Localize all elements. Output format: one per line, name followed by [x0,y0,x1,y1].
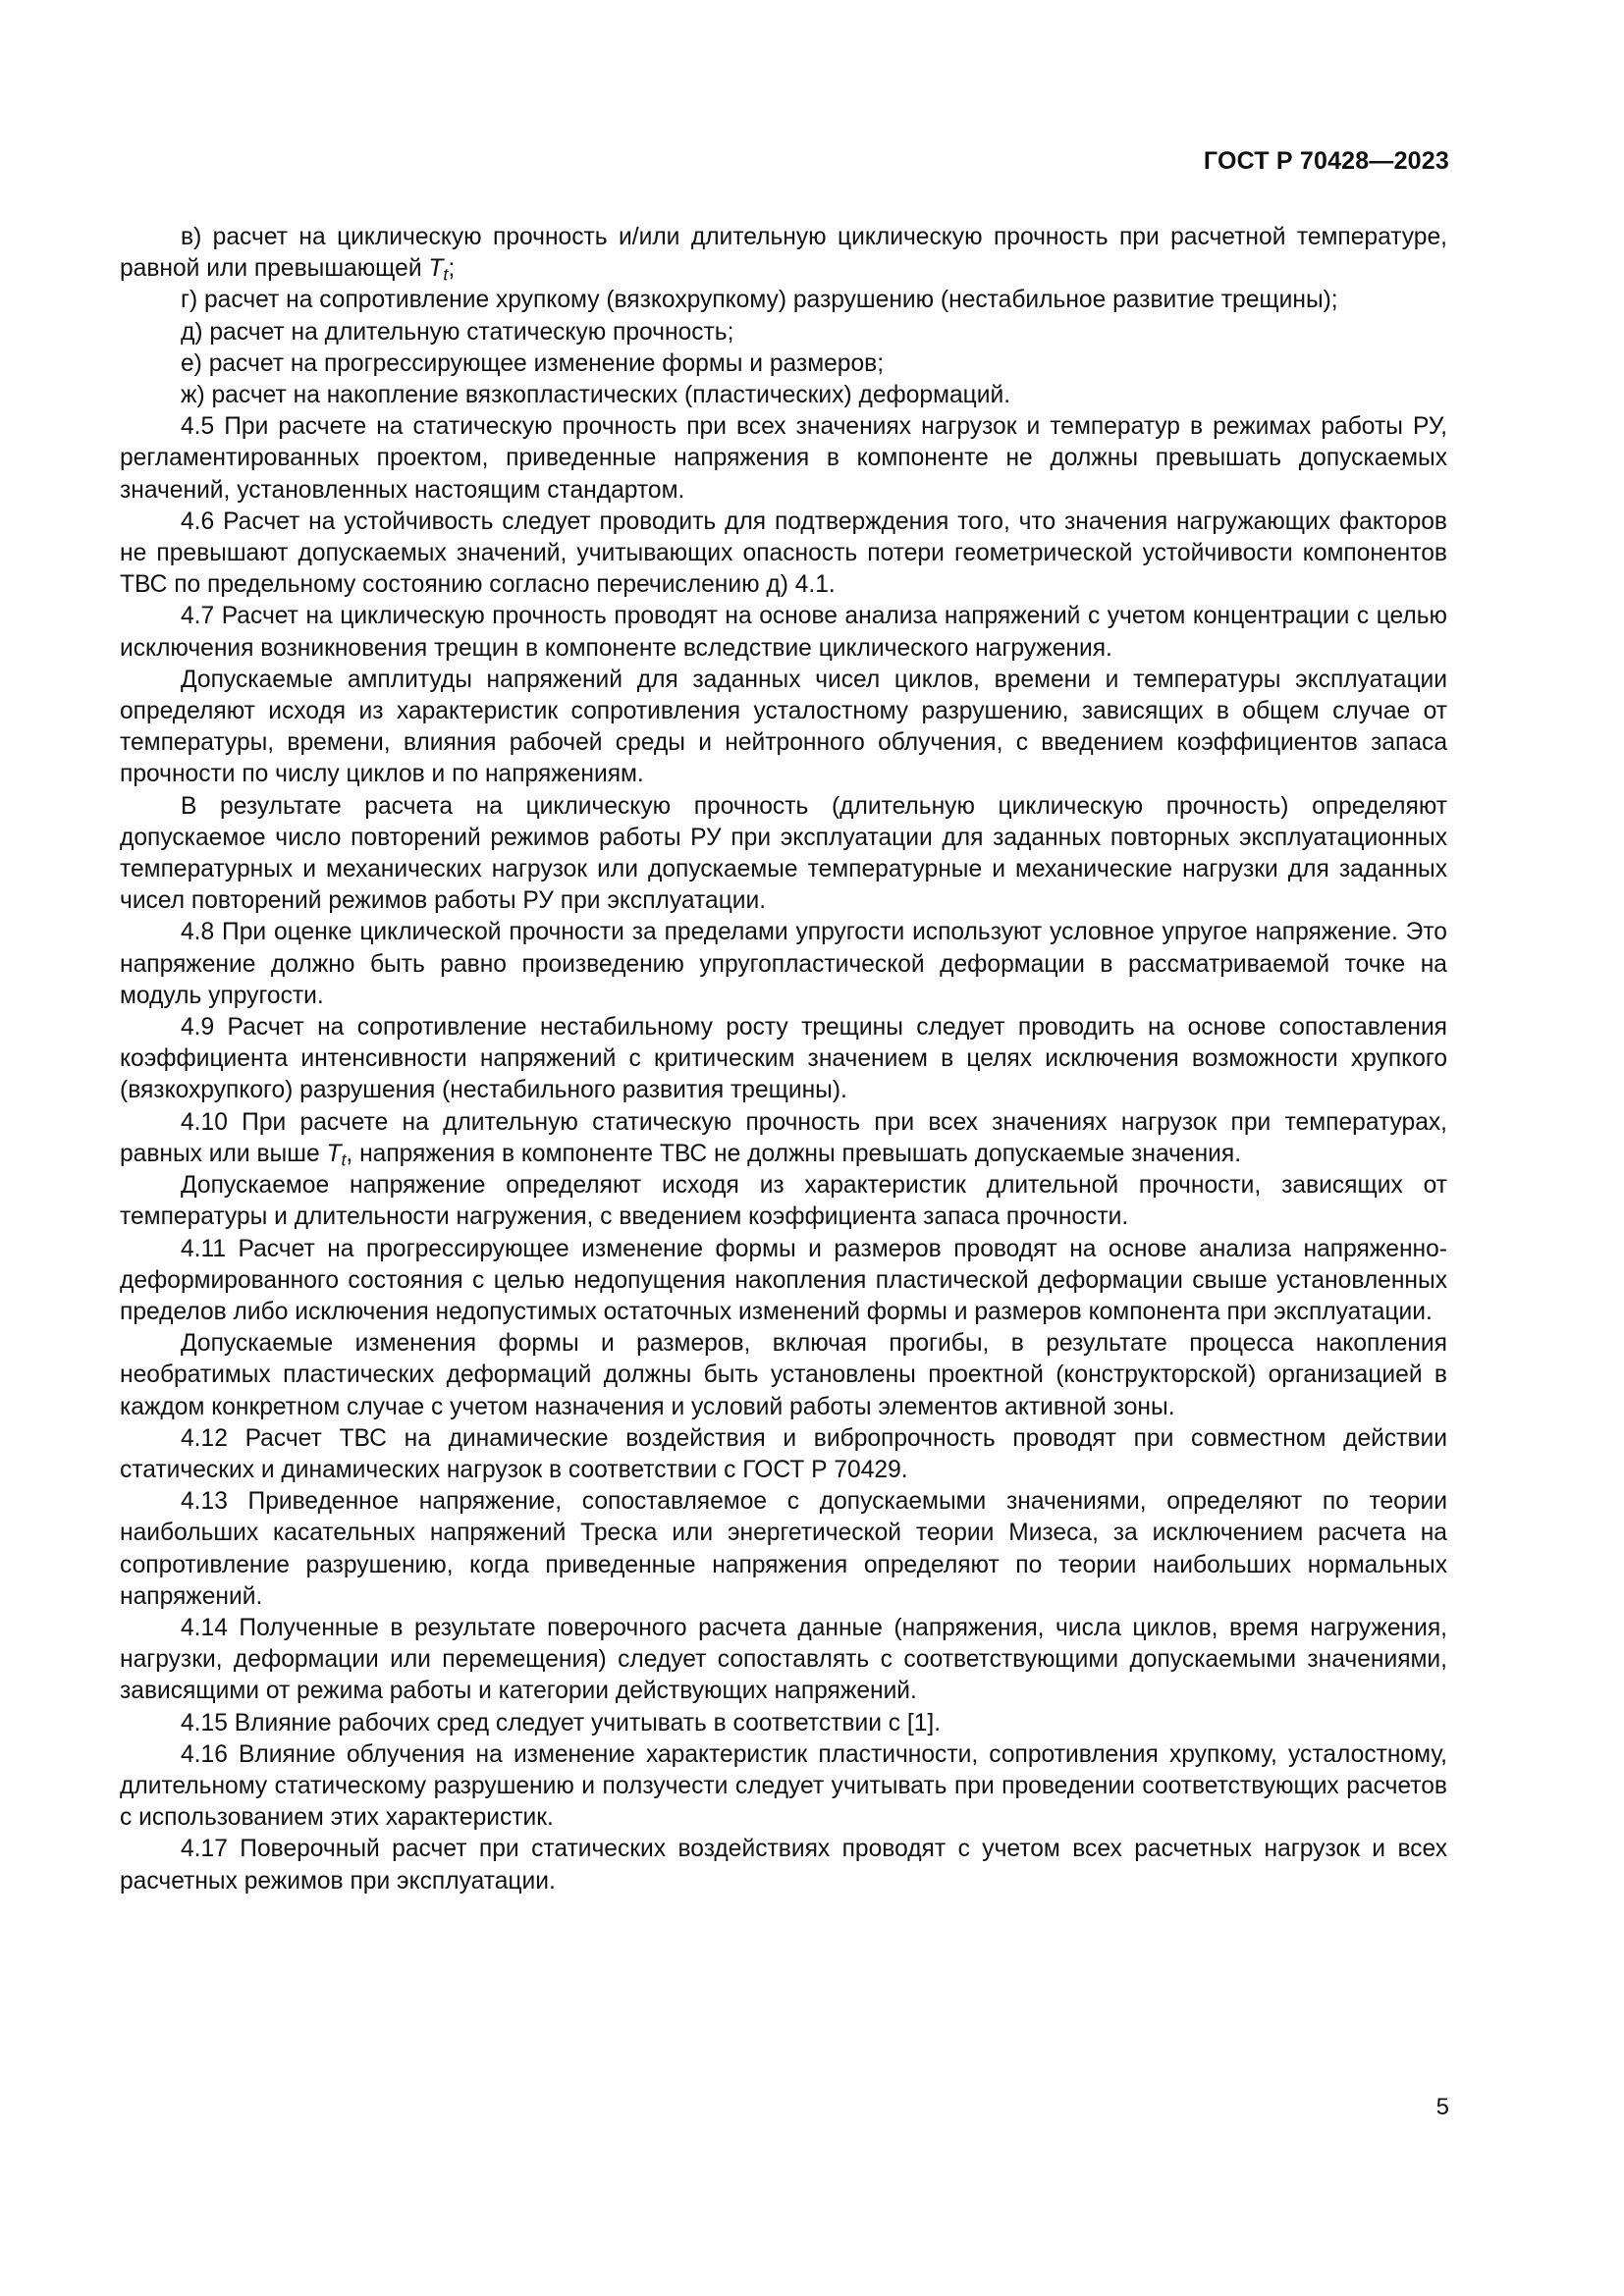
item-zh: ж) расчет на накопление вязкопластических (пластических) деформаций. [181,382,1011,409]
paragraph-4-10-b: Допускаемое напряжение определяют исходя из характеристик длительной прочности, зависящих от температуры и длительности нагружения, с введением коэффициента запаса прочности. [120,1172,1447,1231]
paragraph-4-10: 4.10 При расчете на длительную статическую прочность при всех значениях нагрузок при температурах, равных или выше $T_t$, напряжения в компоненте ТВС не должны превышать допускаемые значения. [120,1108,1447,1170]
symbol-T: $T_t$ [428,255,449,285]
item-v-text: в) расчет на циклическую прочность и/или длительную циклическую прочность при расчетной температуре, равной или превышающей [120,224,1447,283]
paragraph-4-8: 4.8 При оценке циклической прочности за пределами упругости используют условное упругое напряжение. Это напряжение должно быть равно произведению упругопластической деформации в рассматриваемой точке на модуль упругости. [120,919,1447,1009]
paragraph-4-16: 4.16 Влияние облучения на изменение характеристик пластичности, сопротивления хрупкому, усталостному, длительному статическому разрушению и ползучести следует учитывать при проведении соответствующих расчетов с использованием этих характеристик. [120,1740,1447,1832]
paragraph-4-7: 4.7 Расчет на циклическую прочность проводят на основе анализа напряжений с учетом концентрации с целью исключения возникновения трещин в компоненте вследствие циклического нагружения. [120,603,1447,662]
paragraph-4-9: 4.9 Расчет на сопротивление нестабильному росту трещины следует проводить на основе сопоставления коэффициента интенсивности напряжений с критическим значением в целях исключения возможности хрупкого (вязкохрупкого) разрушения (нестабильного развития трещины). [120,1014,1447,1104]
paragraph-4-5: 4.5 При расчете на статическую прочность при всех значениях нагрузок и температур в режимах работы РУ, регламентированных проектом, приведенные напряжения в компоненте не должны превышать допускаемых значений, установленных настоящим стандартом. [120,413,1447,504]
paragraph-4-11-b: Допускаемые изменения формы и размеров, включая прогибы, в результате процесса накопления необратимых пластических деформаций должны быть установлены проектной (конструкторской) организацией в каждом конкретном случае с учетом назначения и условий работы элементов активной зоны. [120,1330,1447,1420]
item-g: г) расчет на сопротивление хрупкому (вязкохрупкому) разрушению (нестабильное развитие трещины); [181,287,1338,314]
item-d: д) расчет на длительную статическую прочность; [181,318,734,346]
paragraph-4-7-b: Допускаемые амплитуды напряжений для заданных чисел циклов, времени и температуры эксплуатации определяют исходя из характеристик сопротивления усталостному разрушению, зависящих в общем случае от температуры, времени, влияния рабочей среды и нейтронного облучения, с введением коэффициентов запаса прочности по числу циклов и по напряжениям. [120,666,1447,788]
document-header: ГОСТ Р 70428—2023 [1203,147,1449,175]
item-e: е) расчет на прогрессирующее изменение формы и размеров; [181,349,885,377]
paragraph-4-15: 4.15 Влияние рабочих сред следует учитывать в соответствии с [1]. [181,1709,942,1736]
paragraph-4-17: 4.17 Поверочный расчет при статических воздействиях проводят с учетом всех расчетных нагрузок и всех расчетных режимов при эксплуатации. [120,1836,1447,1895]
paragraph-4-6: 4.6 Расчет на устойчивость следует проводить для подтверждения того, что значения нагружающих факторов не превышают допускаемых значений, учитывающих опасность потери геометрической устойчивости компонентов ТВС по предельному состоянию согласно перечислению д) 4.1. [120,507,1447,599]
paragraph-4-11: 4.11 Расчет на прогрессирующее изменение формы и размеров проводят на основе анализа напряженно-деформированного состояния с целью недопущения накопления пластической деформации свыше установленных пределов либо исключения недопустимых остаточных изменений формы и размеров компонента при эксплуатации. [120,1235,1447,1325]
paragraph-4-7-c: В результате расчета на циклическую прочность (длительную циклическую прочность) определяют допускаемое число повторений режимов работы РУ при эксплуатации для заданных повторных эксплуатационных температурных и механических нагрузок или допускаемые температурные и механические нагрузки для заданных чисел повторений режимов работы РУ при эксплуатации. [120,792,1447,915]
paragraph-4-12: 4.12 Расчет ТВС на динамические воздействия и вибропрочность проводят при совместном действии статических и динамических нагрузок в соответствии с ГОСТ Р 70429. [120,1424,1447,1483]
item-v: в) расчет на циклическую прочность и/или длительную циклическую прочность при расчетной температуре, равной или превышающей $T_t$; [120,224,1447,285]
page-number: 5 [1435,2094,1449,2120]
document-body [120,222,1447,1897]
symbol-T: $T_t$ [326,1140,347,1170]
paragraph-4-14: 4.14 Полученные в результате поверочного расчета данные (напряжения, числа циклов, время нагружения, нагрузки, деформации или перемещения) следует сопоставлять с соответствующими допускаемыми значениями, зависящими от режима работы и категории действующих напряжений. [120,1614,1447,1705]
paragraph-4-13: 4.13 Приведенное напряжение, сопоставляемое с допускаемыми значениями, определяют по теории наибольших касательных напряжений Треска или энергетической теории Мизеса, за исключением расчета на сопротивление разрушению, когда приведенные напряжения определяют по теории наибольших нормальных напряжений. [120,1488,1447,1610]
